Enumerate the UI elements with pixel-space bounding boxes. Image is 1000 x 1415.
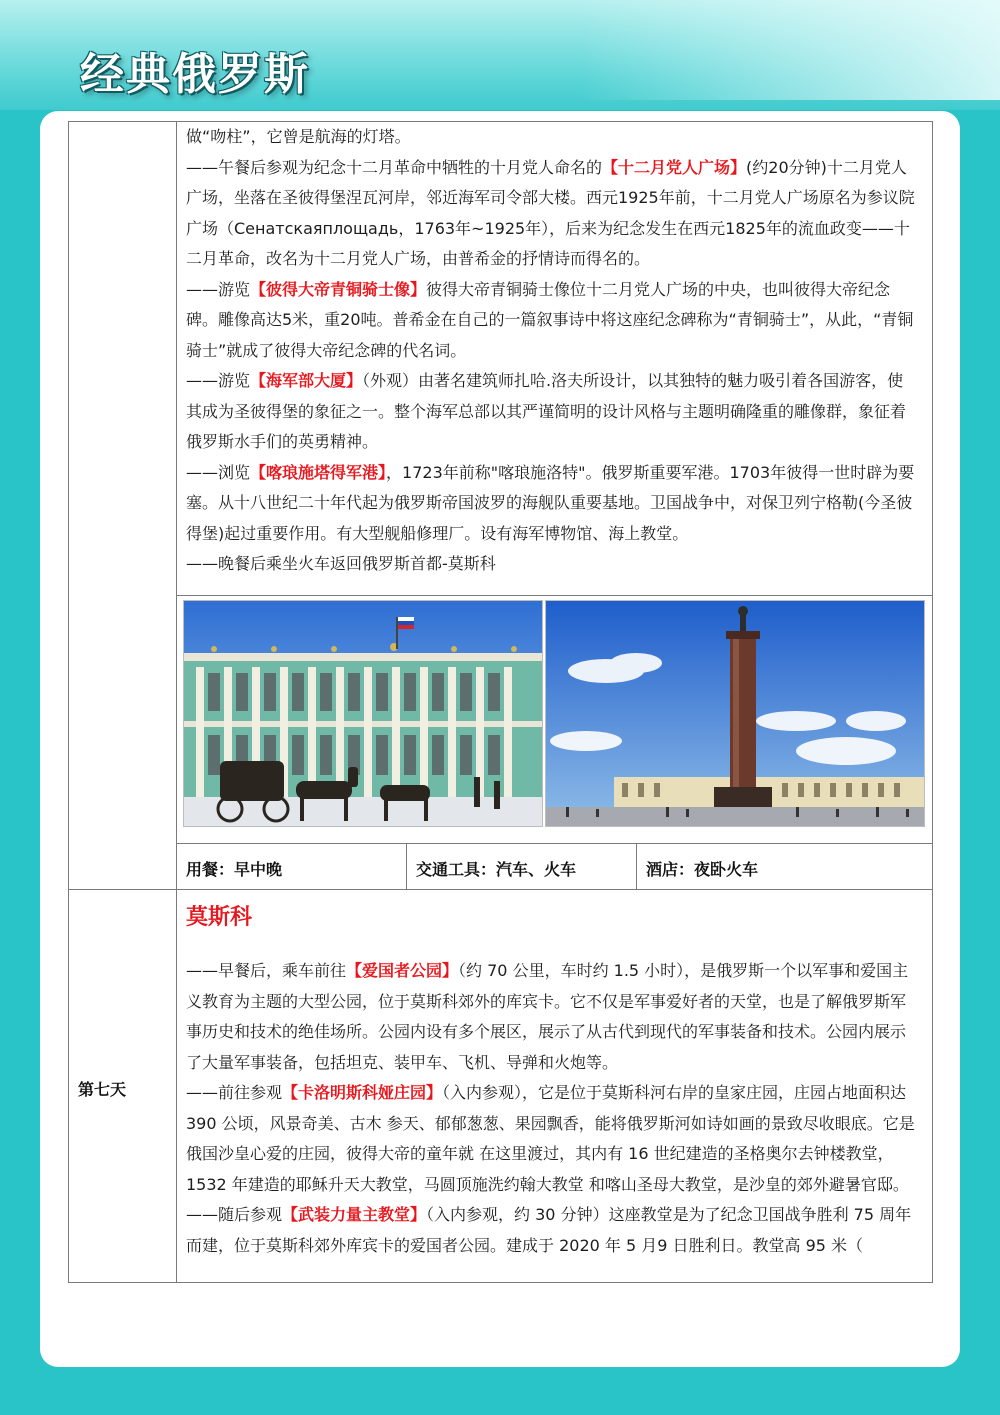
text-run: （外观）由著名建筑师扎哈.洛夫所设计，以其独特的魅力吸引着各国游客，使其成为圣彼得堡的象征之一。整个海军总部以其严谨简明的设计风格与主题明确隆重的雕像群，象征着俄罗斯水手们的英勇精神。: [186, 371, 907, 451]
alexander-column-photo: [545, 600, 925, 827]
text-run: （约 70 公里，车时约 1.5 小时），是俄罗斯一个以军事和爱国主义教育为主题的大型公园，位于莫斯科郊外的库宾卡。它不仅是军事爱好者的天堂，也是了解俄罗斯军事历史和技术的绝佳场所。公园内设有多个展区，展示了从古代到现代的军事装备和技术。公园内展示了大量军事装备，包括坦克、装甲车、飞机、导弹和火炮等。: [186, 961, 909, 1072]
text-run: ——游览: [186, 371, 251, 390]
day7-paragraph: [186, 1200, 916, 1261]
city-heading: 莫斯科: [186, 905, 253, 930]
transport-info: 交通工具：汽车、火车: [416, 860, 577, 879]
day6-paragraph: [186, 549, 916, 580]
meals-info: 用餐：早中晚: [186, 860, 283, 879]
highlight-attraction: 【十二月党人广场】: [602, 157, 747, 177]
day6-description: [186, 122, 916, 580]
hotel-info: 酒店：夜卧火车: [646, 860, 759, 879]
highlight-attraction: 【喀琅施塔得军港】: [250, 462, 387, 482]
text-run: （入内参观，约 30 分钟）这座教堂是为了纪念卫国战争胜利 75 周年而建，位于莫斯科郊外库宾卡的爱国者公园。建成于 2020 年 5 月9 日胜利日。教堂高 95 米（: [186, 1205, 912, 1255]
text-run: （入内参观），它是位于莫斯科河右岸的皇家庄园，庄园占地面积达 390 公顷，风景奇美、古木 参天、郁郁葱葱、果园飘香，能将俄罗斯河如诗如画的景致尽收眼底。它是俄国沙皇心爱的庄园，彼得大帝的童年就 在这里渡过，其内有 16 世纪建造的圣格奥尔去钟楼教堂，1532 年建造的耶稣升天大教堂，马圆顶施洗约翰大教堂 和喀山圣母大教堂，是沙皇的郊外避暑官邸。: [186, 1083, 915, 1194]
day6-paragraph: [186, 122, 916, 153]
text-run: ，1723年前称"喀琅施洛特"。俄罗斯重要军港。1703年彼得一世时辟为要塞。从十八世纪二十年代起为俄罗斯帝国波罗的海舰队重要基地。卫国战争中，对保卫列宁格勒(今圣彼得堡)起过重要作用。有大型舰船修理厂。设有海军博物馆、海上教堂。: [186, 462, 915, 543]
highlight-attraction: 【彼得大帝青铜骑士像】: [250, 279, 427, 299]
day6-paragraph: [186, 458, 916, 550]
highlight-attraction: 【爱国者公园】: [346, 961, 459, 980]
winter-palace-photo: [183, 600, 543, 827]
highlight-attraction: 【武装力量主教堂】: [282, 1205, 427, 1224]
day6-paragraph: [186, 275, 916, 367]
text-run: ——浏览: [186, 462, 251, 482]
text-run: ——游览: [186, 279, 251, 299]
day-label: 第七天: [78, 1080, 127, 1099]
text-run: ——早餐后，乘车前往: [186, 961, 347, 980]
text-run: (约20分钟)十二月党人广场，坐落在圣彼得堡涅瓦河岸，邻近海军司令部大楼。西元1925年前，十二月党人广场原名为参议院广场（Сенатскаяплощадь，1763年~1925年），后来为纪念发生在西元1825年的流血政变——十二月革命，改名为十二月党人广场，由普希金的抒情诗而得名的。: [186, 157, 915, 268]
text-run: ——晚餐后乘坐火车返回俄罗斯首都-莫斯科: [186, 554, 496, 573]
day7-description: [186, 956, 916, 1261]
day7-paragraph: [186, 956, 916, 1078]
text-run: ——午餐后参观为纪念十二月革命中牺牲的十月党人命名的: [186, 157, 603, 177]
highlight-attraction: 【海军部大厦】: [250, 371, 363, 390]
text-run: ——前往参观: [186, 1083, 283, 1102]
day6-paragraph: [186, 153, 916, 275]
text-run: ——随后参观: [186, 1205, 283, 1224]
highlight-attraction: 【卡洛明斯科娅庄园】: [282, 1083, 443, 1102]
page-title: 经典俄罗斯: [80, 49, 310, 100]
text-run: 做“吻柱”，它曾是航海的灯塔。: [186, 127, 411, 146]
text-run: 彼得大帝青铜骑士像位十二月党人广场的中央，也叫彼得大帝纪念碑。雕像高达5米，重20吨。普希金在自己的一篇叙事诗中将这座纪念碑称为“青铜骑士”，从此，“青铜骑士”就成了彼得大帝纪念碑的代名词。: [186, 279, 914, 360]
day6-paragraph: [186, 366, 916, 458]
day7-paragraph: [186, 1078, 916, 1200]
